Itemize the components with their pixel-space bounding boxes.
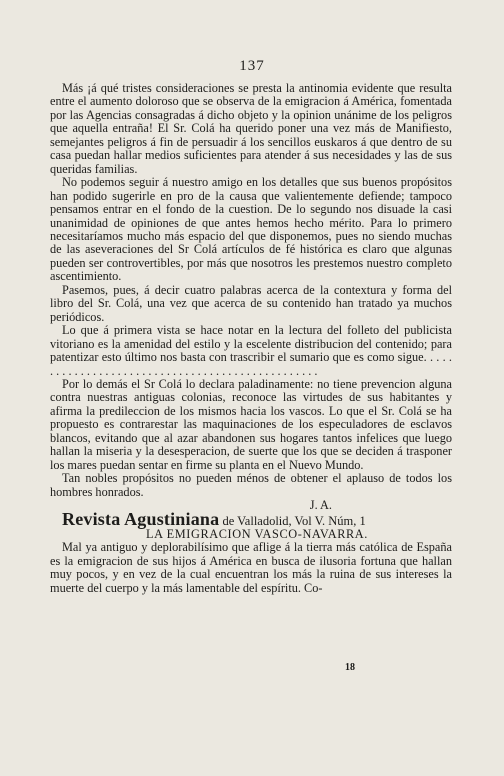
paragraph-7: Mal ya antiguo y deplorabilísimo que aflige á la tierra más católica de España es la emigracion de sus hijos á América en busca de ilusoria fortuna que hallan muy pocos, y en vez de la cual encuentran los más la ruina de sus intereses la muerte del cuerpo y la más lamentable del espíritu. Co- [50,540,452,595]
body-text [50,82,452,595]
paragraph-2: No podemos seguir á nuestro amigo en los detalles que sus buenos propósitos han podido sugerirle en pro de la causa que valientemente defiende; tampoco pensamos entrar en el fondo de la cuestion. De lo segundo nos disuade la casi unanimidad de opiniones de que antes hemos hecho mérito. Para lo primero necesitaríamos mucho más espacio del que disponemos, pues no siendo muchas de las aseveraciones del Sr Colá artículos de fé histórica es claro que algunas pueden ser controvertibles, por más que nosotros les prestemos nuestro completo ascentimiento. [50,175,452,284]
review-volume: de Valladolid, Vol V. Núm, 1 [219,513,366,528]
paragraph-5: Por lo demás el Sr Colá lo declara paladinamente: no tiene prevencion alguna contra nuestras antiguas colonias, reconoce las virtudes de sus habitantes y afirma la predileccion de los mismos hacia los vascos. Lo que el Sr. Colá se ha propuesto es contrarestar las maquinaciones de los especuladores de esclavos blancos, evitando que al azar abandonen sus hogares tantos infelices que luego hallan la miseria y la desesperacion, de suerte que los que se deciden á trasponer los mares puedan sentar en firme su planta en el Nuevo Mundo. [50,376,452,472]
paragraph-1: Más ¡á qué tristes consideraciones se presta la antinomia evidente que resulta entre el aumento doloroso que se observa de la emigracion á América, fomentada por las Agencias consagradas á dicho objeto y la opinion unánime de los peligros que aquella entraña! El Sr. Colá ha querido poner una vez más de Manifiesto, semejantes peligros á fin de persuadir á los sencillos euskaros á que dentro de su casa puedan hallar medios suficientes para atender á sus necesidades y las de sus queridas familias. [50,81,452,176]
paragraph-3: Pasemos, pues, á decir cuatro palabras acerca de la contextura y forma del libro del Sr. Colá, una vez que acerca de su contenido han tratado ya muchos periódicos. [50,282,452,324]
printer-signature-mark: 18 [345,662,355,673]
review-title: Revista Agustiniana [62,508,220,529]
paragraph-4: Lo que á primera vista se hace notar en la lectura del folleto del publicista vitoriano es la amenidad del estilo y la escelente distribucion del contenido; para patentizar esto último nos basta con trascribir el sumario que es como sigue. . . . . . . . . . . . . . . . . . . . . . . . . . . . . . . . . . . . . . . . . . . . . . . . . [50,323,452,378]
review-heading [50,508,452,529]
author-signature: J. A. [309,498,332,513]
paragraph-6: Tan nobles propósitos no pueden ménos de obtener el aplauso de todos los hombres honrados. [50,471,452,499]
page-number: 137 [239,58,265,74]
article-subheading: LA EMIGRACION VASCO-NAVARRA. [146,526,368,541]
